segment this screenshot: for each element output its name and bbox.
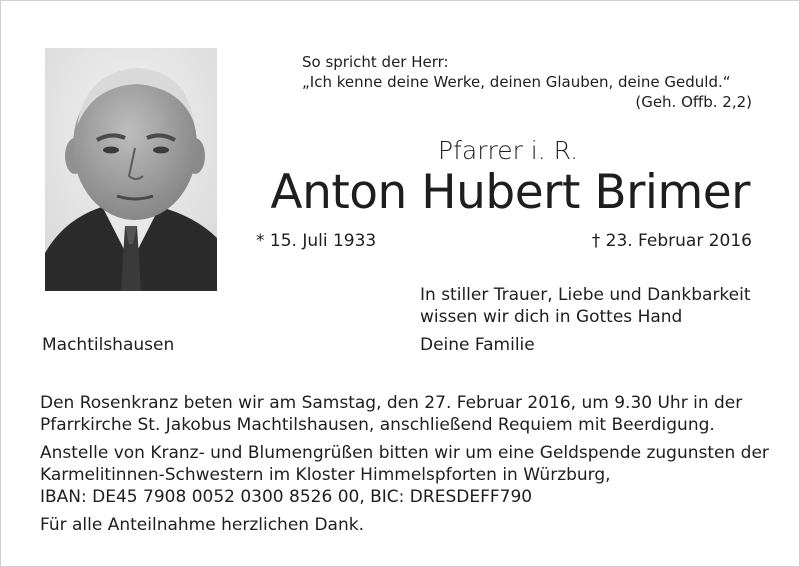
death-date: † 23. Februar 2016 xyxy=(591,231,752,251)
donation-line-2: Karmelitinnen-Schwestern im Kloster Himmelspforten in Würzburg, xyxy=(40,465,611,485)
quote-text: „Ich kenne deine Werke, deinen Glauben, deine Geduld.“ xyxy=(302,73,731,91)
birth-date: * 15. Juli 1933 xyxy=(256,231,377,251)
mourning-line-2: wissen wir dich in Gottes Hand xyxy=(420,307,683,327)
quote-intro: So spricht der Herr: xyxy=(302,53,449,71)
bank-details: IBAN: DE45 7908 0052 0300 8526 00, BIC: DRESDEFF790 xyxy=(40,487,533,507)
rosary-line-2: Pfarrkirche St. Jakobus Machtilshausen, anschließend Requiem mit Beerdigung. xyxy=(40,415,715,435)
deceased-title: Pfarrer i. R. xyxy=(438,136,579,165)
portrait-photo xyxy=(45,48,217,291)
funeral-notice xyxy=(40,392,780,536)
donation-line-1: Anstelle von Kranz- und Blumengrüßen bitten wir um eine Geldspende zugunsten der xyxy=(40,443,769,463)
quote-reference: (Geh. Offb. 2,2) xyxy=(635,93,752,111)
rosary-line-1: Den Rosenkranz beten wir am Samstag, den 27. Februar 2016, um 9.30 Uhr in der xyxy=(40,393,743,413)
place-name: Machtilshausen xyxy=(42,335,175,355)
bible-quote xyxy=(302,52,752,112)
family-signature: Deine Familie xyxy=(420,335,535,355)
deceased-name: Anton Hubert Brimer xyxy=(270,165,750,220)
mourning-line-1: In stiller Trauer, Liebe und Dankbarkeit xyxy=(420,285,751,305)
mourning-message xyxy=(420,284,751,356)
thanks-line: Für alle Anteilnahme herzlichen Dank. xyxy=(40,515,364,535)
